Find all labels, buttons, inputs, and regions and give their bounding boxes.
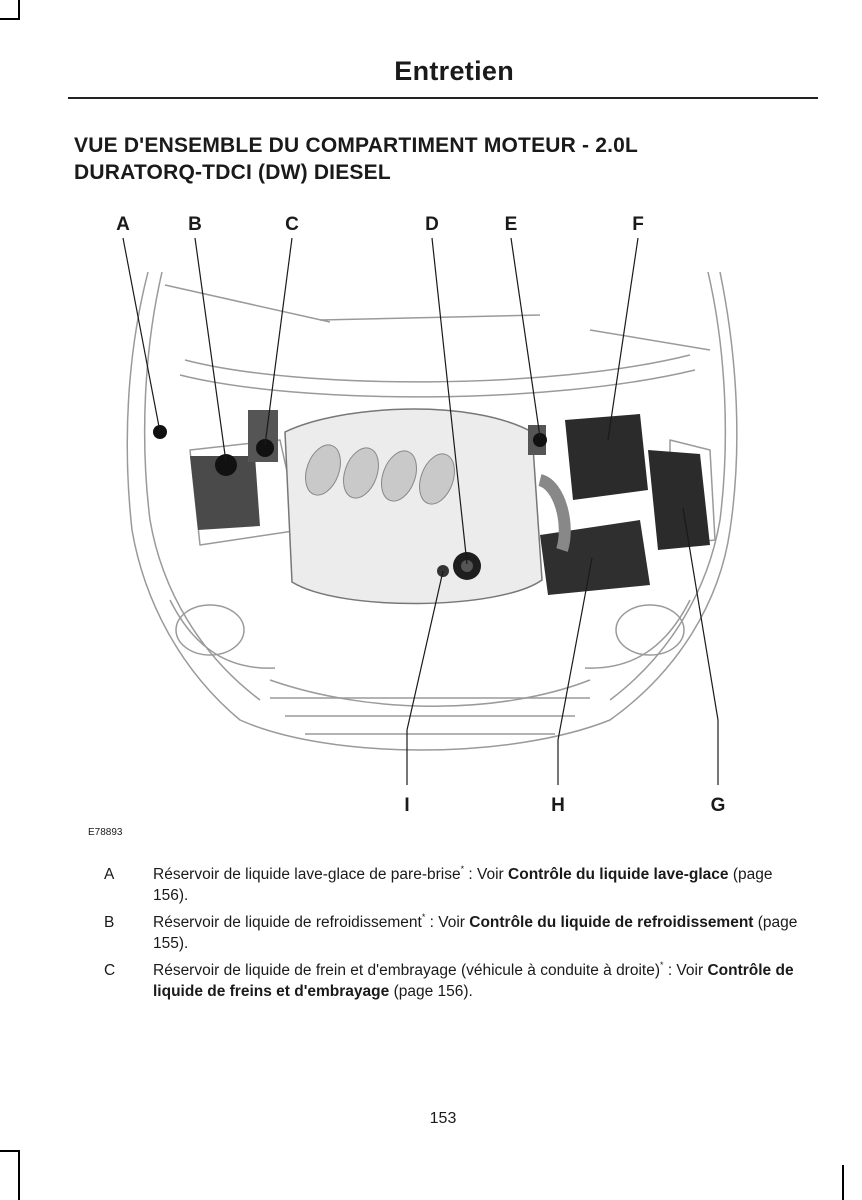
legend-text: Réservoir de liquide de refroidissement* : Voir Contrôle du liquide de refroidissement (page 155). [153,912,798,952]
crop-mark-top-left-h [0,18,20,20]
callout-letter-a: A [116,214,130,235]
battery-and-airbox [540,414,710,595]
legend-link: Contrôle du liquide lave-glace [508,866,729,883]
header-title: Entretien [394,56,514,86]
legend-item-c [104,960,804,1002]
legend-item-a [104,864,804,906]
crop-mark-bottom-left-h [0,1150,20,1152]
callout-letter-b: B [188,214,202,235]
engine-compartment-figure [70,200,790,840]
section-title-line-1: VUE D'ENSEMBLE DU COMPARTIMENT MOTEUR - 2.0L [74,134,639,157]
legend-link: Contrôle de liquide de freins et d'embrayage [153,962,794,1000]
callout-letter-d: D [425,214,439,235]
section-title [74,132,814,186]
crop-mark-bottom-right-v [842,1165,844,1200]
callout-letter-h: H [551,795,565,816]
crop-mark-bottom-left-v [18,1150,20,1200]
callout-letter-c: C [285,214,299,235]
callout-letter-i: I [404,795,410,816]
header-rule [68,97,818,99]
section-title-line-2: DURATORQ-TDCI (DW) DIESEL [74,161,391,184]
legend-link: Contrôle du liquide de refroidissement [469,914,754,931]
legend-text: Réservoir de liquide de frein et d'embrayage (véhicule à conduite à droite)* : Voir Contrôle de liquide de freins et d'embrayage (page 156). [153,960,794,1000]
callout-letter-g: G [710,795,726,816]
callout-letter-f: F [632,214,644,235]
callout-letter-e: E [504,214,518,235]
legend-letter: C [104,962,116,979]
crop-mark-top-left-v [18,0,20,20]
legend-letter: B [104,914,115,931]
legend-letter: A [104,866,115,883]
engine-compartment-illustration [70,200,790,840]
legend-item-b [104,912,804,954]
legend-text: Réservoir de liquide lave-glace de pare-brise* : Voir Contrôle du liquide lave-glace (page 156). [153,864,773,904]
figure-id: E78893 [88,827,123,838]
page-number: 153 [429,1110,457,1127]
legend-list [104,864,804,1008]
engine-cover [285,409,542,603]
